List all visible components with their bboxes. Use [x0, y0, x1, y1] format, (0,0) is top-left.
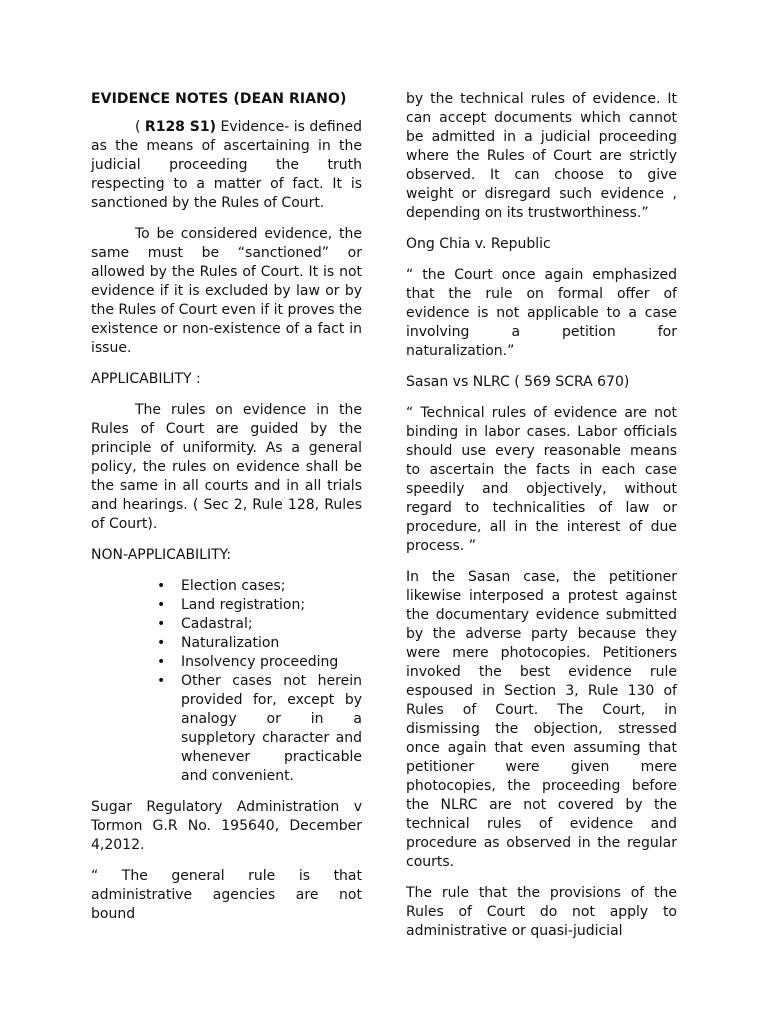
case-citation: Sasan vs NLRC ( 569 SCRA 670)	[406, 374, 630, 390]
list-item	[157, 653, 362, 672]
definition-paragraph	[91, 118, 362, 213]
list-item-text: Insolvency proceeding	[181, 654, 339, 670]
non-applicability-heading: NON-APPLICABILITY:	[91, 547, 232, 563]
list-item	[157, 634, 362, 653]
paren-open: (	[135, 119, 145, 135]
left-column	[91, 90, 362, 936]
case-quote: “ the Court once again emphasized that the rule on formal offer of evidence is not applicable to a case involving a petition for naturalization.”	[406, 267, 677, 359]
list-item-text: Election cases;	[181, 578, 286, 594]
list-item	[157, 672, 362, 786]
list-item-text: Other cases not herein provided for, except by analogy or in a suppletory character and whenever practicable and convenient.	[181, 673, 362, 784]
bullet-icon: •	[157, 616, 166, 632]
closing-paragraph: The rule that the provisions of the Rules of Court do not apply to administrative or quasi-judicial	[406, 885, 677, 939]
case-citation: Sugar Regulatory Administration v Tormon G.R No. 195640, December 4,2012.	[91, 799, 362, 853]
applicability-heading: APPLICABILITY :	[91, 371, 201, 387]
case-quote: “ The general rule is that administrative agencies are not bound	[91, 868, 362, 922]
case-quote-continued: by the technical rules of evidence. It can accept documents which cannot be admitted in a judicial proceeding where the Rules of Court are strictly observed. It can choose to give weight or disregard such evidence , depending on its trustworthiness.”	[406, 91, 677, 221]
list-item	[157, 596, 362, 615]
uniformity-paragraph: The rules on evidence in the Rules of Court are guided by the principle of uniformity. As a general policy, the rules on evidence shall be the same in all courts and in all trials and hearings. ( Sec 2, Rule 128, Rules of Court).	[91, 402, 362, 532]
rule-reference: R128 S1)	[144, 119, 217, 135]
right-column	[406, 90, 677, 953]
list-item-text: Land registration;	[181, 597, 306, 613]
list-item	[157, 577, 362, 596]
bullet-icon: •	[157, 578, 166, 594]
bullet-icon: •	[157, 597, 166, 613]
bullet-icon: •	[157, 654, 166, 670]
list-item-text: Naturalization	[181, 635, 280, 651]
document-title: EVIDENCE NOTES (DEAN RIANO)	[91, 91, 347, 107]
bullet-icon: •	[157, 673, 166, 689]
sanctioned-paragraph: To be considered evidence, the same must be “sanctioned” or allowed by the Rules of Court. It is not evidence if it is excluded by law or by the Rules of Court even if it proves the existence or non-existence of a fact in issue.	[91, 226, 362, 356]
bullet-icon: •	[157, 635, 166, 651]
sasan-discussion-paragraph: In the Sasan case, the petitioner likewise interposed a protest against the documentary evidence submitted by the adverse party because they were mere photocopies. Petitioners invoked the best evidence rule espoused in Section 3, Rule 130 of Rules of Court. The Court, in dismissing the objection, stressed once again that even assuming that petitioner were given mere photocopies, the proceeding before the NLRC are not covered by the technical rules of evidence and procedure as observed in the regular courts.	[406, 569, 677, 870]
case-quote: “ Technical rules of evidence are not binding in labor cases. Labor officials should use every reasonable means to ascertain the facts in each case speedily and objectively, without regard to technicalities of law or procedure, all in the interest of due process. ”	[406, 405, 677, 554]
non-applicability-list	[91, 577, 362, 786]
definition-text: Evidence- is defined as the means of ascertaining in the judicial proceeding the truth respecting to a matter of fact. It is sanctioned by the Rules of Court.	[91, 119, 363, 211]
list-item-text: Cadastral;	[181, 616, 253, 632]
case-citation: Ong Chia v. Republic	[406, 236, 551, 252]
list-item	[157, 615, 362, 634]
